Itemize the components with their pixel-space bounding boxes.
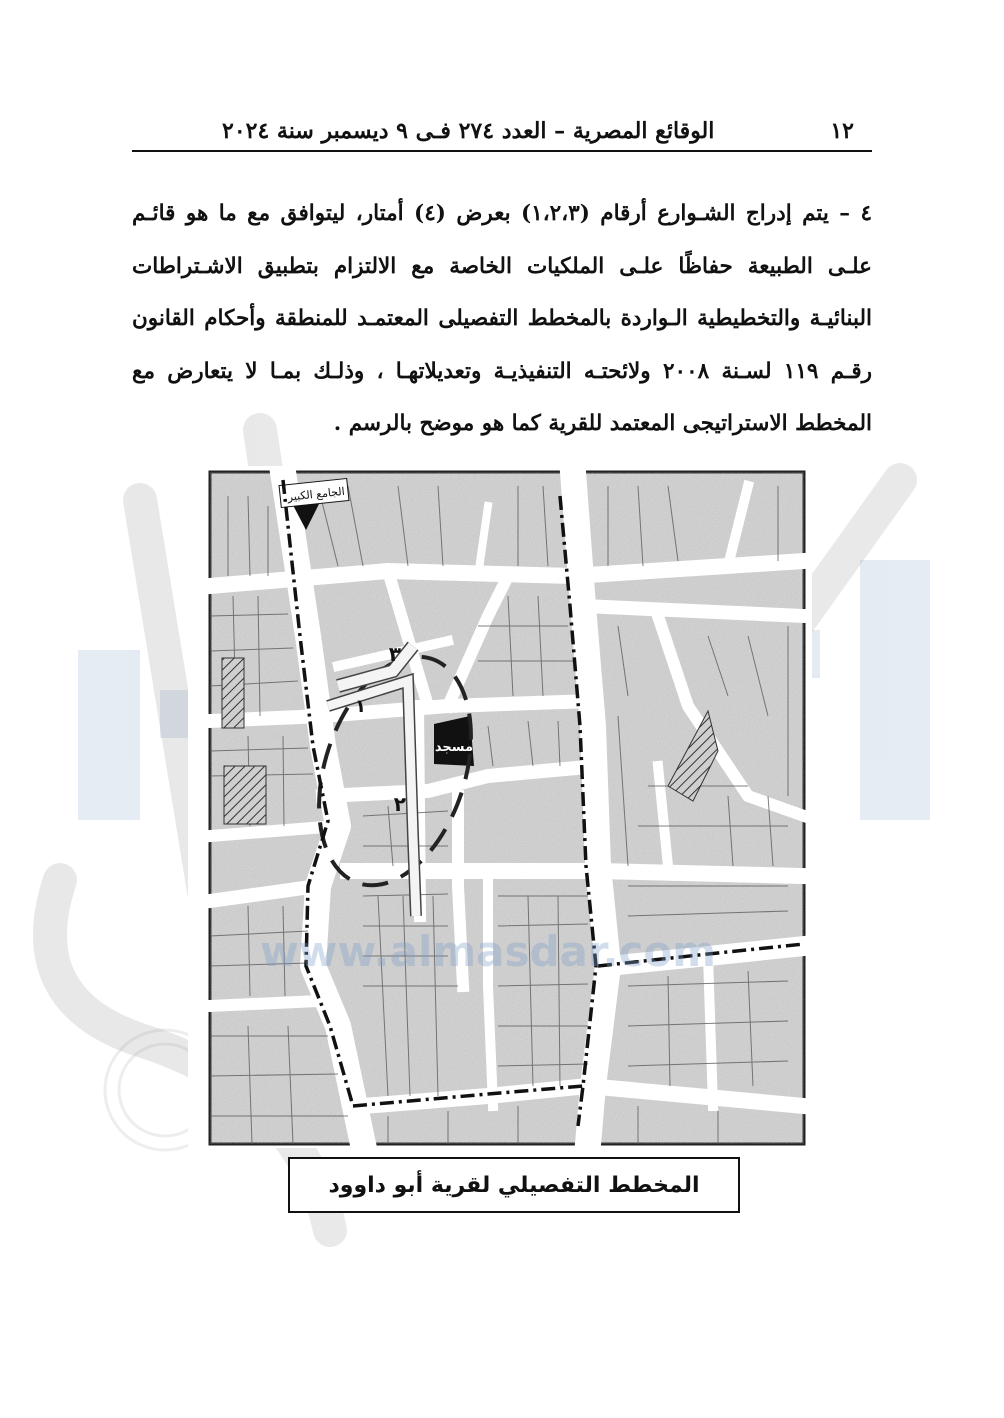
hatched-parcel-left-bottom	[224, 766, 266, 824]
page-number: ١٢	[830, 118, 854, 144]
map-drawing	[188, 466, 812, 1148]
map-caption-text: المخطط التفصيلي لقرية أبو داوود	[328, 1172, 700, 1198]
big-mosque-label: الجامع الكبير	[286, 484, 346, 504]
page-header	[132, 112, 872, 152]
article-paragraph: ٤ – يتم إدراج الشـوارع أرقام (١،٢،٣) بعرض (٤) أمتار، ليتوافق مع ما هو قائـم علـى الطبيعة حفاظًا علـى الملكيات الخاصة مع الالتزام بتطبيق الاشـتراطات البنائيـة والتخطيطية الـواردة بالمخطط التفصيلى المعتمـد للمنطقة وأحكام القانون رقـم ١١٩ لسـنة ٢٠٠٨ ولائحتـه التنفيذيـة وتعديلاتهـا ، وذلـك بمـا لا يتعارض مع المخطط الاستراتيجى المعتمد للقرية كما هو موضح بالرسم .	[132, 201, 873, 436]
hatched-parcel-left-top	[222, 658, 244, 728]
detailed-plan-map	[188, 466, 812, 1148]
street-1-label: ١	[355, 696, 366, 717]
watermark-url: www.almasdar.com	[259, 927, 717, 976]
header-title: الوقائع المصرية – العدد ٢٧٤ فـى ٩ ديسمبر سنة ٢٠٢٤	[222, 118, 715, 144]
map-caption	[288, 1157, 740, 1213]
street-2-label: ٢	[393, 792, 406, 816]
mosque-label: مسجد	[434, 740, 474, 755]
street-3-label: ٣	[388, 642, 401, 666]
